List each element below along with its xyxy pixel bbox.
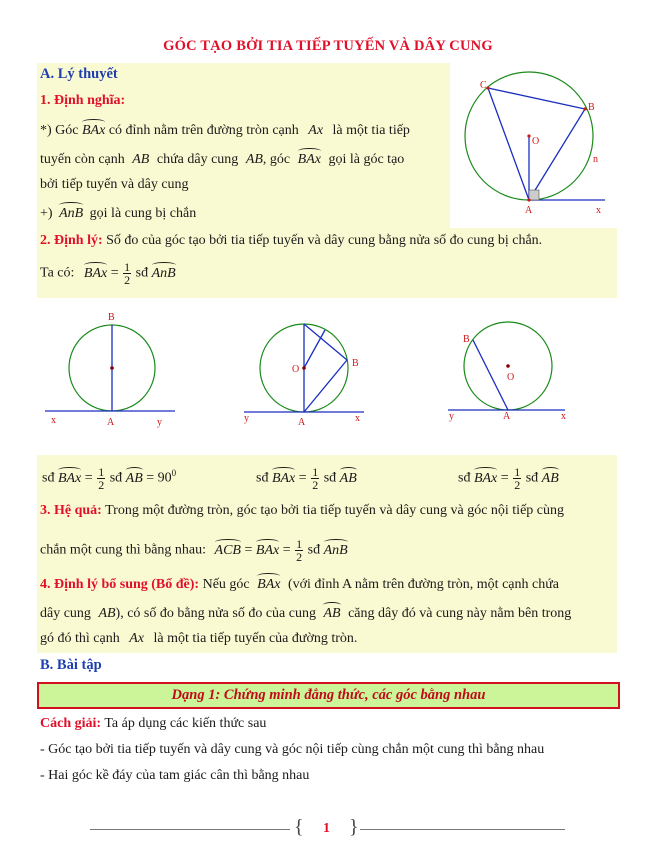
sd-text: sđ xyxy=(135,265,149,281)
label-B: B xyxy=(463,334,470,345)
arc-BAx: BAx xyxy=(473,470,498,486)
label-A: A xyxy=(107,417,115,428)
theorem-text: Số đo của góc tạo bởi tia tiếp tuyến và dây cung bằng nửa số đo cung bị chắn. xyxy=(106,233,543,248)
fraction-half: $\frac{1}{2}$ xyxy=(98,465,105,492)
arc-BAx: BAx xyxy=(257,577,281,592)
point-A-dot xyxy=(527,198,530,201)
section-b-heading: B. Bài tập xyxy=(40,657,102,673)
center-dot xyxy=(302,366,306,370)
chord-AB xyxy=(473,340,508,410)
corollary-line-1 xyxy=(40,503,564,519)
arc-AB: AB xyxy=(541,470,559,486)
center-dot xyxy=(527,134,530,137)
arc-AB: AB xyxy=(323,606,341,621)
footer-line-left xyxy=(90,829,290,830)
section-a-heading: A. Lý thuyết xyxy=(40,66,118,82)
label-x: x xyxy=(51,415,56,426)
def-text: Ax xyxy=(308,123,324,138)
arc-BAx: BAx xyxy=(297,152,321,167)
center-dot xyxy=(110,366,114,370)
definition-line-1 xyxy=(40,121,410,139)
label-O: O xyxy=(507,372,515,383)
figure-3 xyxy=(445,308,575,433)
definition-figure xyxy=(455,70,620,220)
supplement-line-2: dây cung AB), có số đo bằng nửa số đo của cung AB căng dây đó và cung này nằm bên trong xyxy=(40,606,572,621)
label-B: B xyxy=(108,312,115,323)
label-n: n xyxy=(593,154,598,165)
formula-3: sđ BAx = $\frac{1}{2}$ sđ AB xyxy=(458,465,559,492)
supplement-line-1: 4. Định lý bổ sung (Bổ đề): Nếu góc BAx (với đỉnh A nằm trên đường tròn, một cạnh chứa xyxy=(40,577,560,592)
supplement-line-3: gó đó thì cạnh Ax là một tia tiếp tuyến của đường tròn. xyxy=(40,631,358,646)
chord-AB xyxy=(304,360,347,412)
fraction-half: $\frac{1}{2}$ xyxy=(296,537,303,564)
corollary-line-2: chắn một cung thì bằng nhau: ACB = BAx = $\frac{1}{2}$ sđ AnB xyxy=(40,537,348,564)
label-A: A xyxy=(525,205,533,216)
def-text: , góc xyxy=(262,152,291,167)
definition-line-4 xyxy=(40,204,196,222)
def-text: tuyến còn cạnh xyxy=(40,152,125,167)
arc-BAx: BAx xyxy=(82,123,106,138)
formula-1: sđ BAx = $\frac{1}{2}$ sđ AB = $90^0$ xyxy=(42,465,177,492)
page-number: 1 xyxy=(323,821,330,836)
arc-AnB: AnB xyxy=(59,206,84,221)
label-y: y xyxy=(157,417,162,428)
fraction-half: $\frac{1}{2}$ xyxy=(312,465,319,492)
arc-AB: AB xyxy=(339,470,357,486)
label-x: x xyxy=(561,411,566,422)
definition-heading: 1. Định nghĩa: xyxy=(40,93,126,108)
arc-BAx: BAx xyxy=(255,542,280,558)
arc-BAx: BAx xyxy=(57,470,82,486)
footer-bracket-left: { xyxy=(294,816,304,838)
method-bullet-1: - Góc tạo bởi tia tiếp tuyến và dây cung và góc nội tiếp cùng chắn một cung thì bằng nhau xyxy=(40,742,545,757)
corollary-heading: 3. Hệ quả: xyxy=(40,503,102,518)
arc-AnB: AnB xyxy=(151,265,176,281)
arc-AB: AB xyxy=(125,470,143,486)
theorem-heading: 2. Định lý: xyxy=(40,233,103,248)
center-dot xyxy=(506,364,510,368)
def-text: chứa dây cung xyxy=(156,152,239,167)
label-O: O xyxy=(292,364,300,375)
definition-line-3: bởi tiếp tuyến và dây cung xyxy=(40,177,189,192)
figure-2 xyxy=(240,308,370,433)
corollary-text: chắn một cung thì bằng nhau: xyxy=(40,542,207,558)
label-y: y xyxy=(449,411,454,422)
method-heading: Cách giải: xyxy=(40,716,102,731)
theorem-taco: Ta có: xyxy=(40,265,75,281)
theorem-line xyxy=(40,233,542,249)
label-x: x xyxy=(596,205,601,216)
arc-BAx: BAx xyxy=(83,265,108,281)
label-B: B xyxy=(352,358,359,369)
theorem-formula: Ta có: BAx = $\frac{1}{2}$ sđ AnB xyxy=(40,260,176,287)
method-bullet-2: - Hai góc kề đáy của tam giác cân thì bằng nhau xyxy=(40,768,310,783)
arc-BAx: BAx xyxy=(271,470,296,486)
label-x: x xyxy=(355,413,360,424)
point-C-dot xyxy=(486,86,489,89)
def-text: gọi là cung bị chắn xyxy=(89,206,197,221)
right-angle-mark xyxy=(529,190,539,200)
footer-bracket-right: } xyxy=(349,816,359,838)
def-text: gọi là góc tạo xyxy=(328,152,405,167)
chord-AB xyxy=(529,109,585,200)
page-title: GÓC TẠO BỞI TIA TIẾP TUYẾN VÀ DÂY CUNG xyxy=(163,38,493,54)
figure-1 xyxy=(45,308,180,433)
def-text: là một tia tiếp xyxy=(332,123,410,138)
label-y: y xyxy=(244,413,249,424)
method-line: Cách giải: Ta áp dụng các kiến thức sau xyxy=(40,716,267,731)
label-C: C xyxy=(480,80,487,91)
label-O: O xyxy=(532,136,540,147)
def-text: có đỉnh nằm trên đường tròn cạnh xyxy=(108,123,299,138)
label-A: A xyxy=(298,417,306,428)
formula-2: sđ BAx = $\frac{1}{2}$ sđ AB xyxy=(256,465,357,492)
fraction-half: $\frac{1}{2}$ xyxy=(514,465,521,492)
corollary-text: Trong một đường tròn, góc tạo bởi tia tiếp tuyến và dây cung và góc nội tiếp cùng xyxy=(105,503,565,518)
footer-line-right xyxy=(360,829,565,830)
label-B: B xyxy=(588,102,595,113)
supplement-heading: 4. Định lý bổ sung (Bổ đề): xyxy=(40,577,200,592)
arc-AnB: AnB xyxy=(323,542,348,558)
fraction-half: $\frac{1}{2}$ xyxy=(124,260,131,287)
point-B-dot xyxy=(583,107,586,110)
form-1-heading-box: Dạng 1: Chứng minh đẳng thức, các góc bằng nhau xyxy=(37,682,620,709)
definition-line-2 xyxy=(40,150,404,168)
label-A: A xyxy=(503,411,511,422)
radius xyxy=(304,330,325,368)
chord-AC xyxy=(488,88,529,200)
def-text: +) xyxy=(40,206,53,221)
def-text: *) Góc xyxy=(40,123,79,138)
arc-ACB: ACB xyxy=(214,542,241,558)
chord-CB xyxy=(488,88,585,109)
def-text: AB xyxy=(245,152,263,167)
def-text: AB xyxy=(132,152,150,167)
